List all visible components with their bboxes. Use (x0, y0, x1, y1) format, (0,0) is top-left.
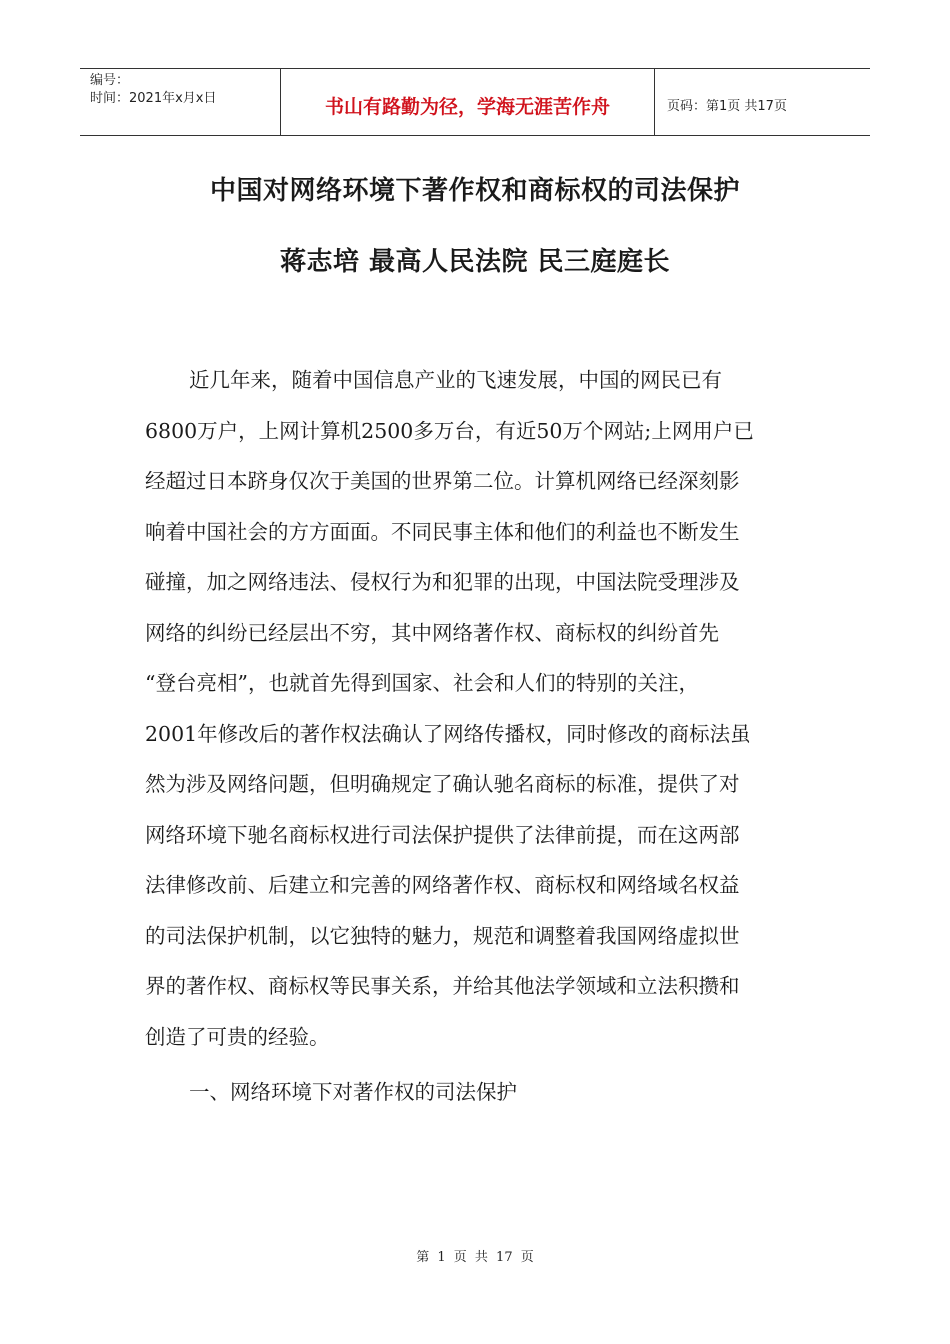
document-title: 中国对网络环境下著作权和商标权的司法保护 (209, 176, 740, 206)
paragraph-line: 创造了可贵的经验。 (145, 1024, 330, 1049)
section-heading: 一、网络环境下对著作权的司法保护 (189, 1080, 517, 1104)
paragraph-line: 近几年来，随着中国信息产业的飞速发展，中国的网民已有 (189, 368, 722, 392)
paragraph-line: 网络环境下驰名商标权进行司法保护提供了法律前提，而在这两部 (145, 822, 740, 847)
body-paragraph (145, 355, 810, 1062)
paragraph-line: 然为涉及网络问题，但明确规定了确认驰名商标的标准，提供了对 (145, 772, 740, 796)
paragraph-line: “登台亮相”，也就首先得到国家、社会和人们的特别的关注， (145, 671, 699, 695)
paragraph-line: 界的著作权、商标权等民事关系，并给其他法学领域和立法积攒和 (145, 974, 740, 998)
document-number-label: 编号： (90, 73, 130, 88)
header-meta (80, 69, 281, 135)
document-author-line: 蒋志培 最高人民法院 民三庭庭长 (279, 247, 671, 277)
paragraph-line: 网络的纠纷已经层出不穷，其中网络著作权、商标权的纠纷首先 (145, 620, 719, 645)
header-motto: 书山有路勤为径，学海无涯苦作舟 (281, 69, 655, 135)
header-page-info: 页码：第1页 共17页 (667, 98, 787, 114)
paragraph-line: 法律修改前、后建立和完善的网络著作权、商标权和网络域名权益 (145, 873, 740, 897)
document-time-label: 时间：2021年x月x日 (90, 91, 217, 106)
paragraph-line: 的司法保护机制，以它独特的魅力，规范和调整着我国网络虚拟世 (145, 923, 740, 948)
paragraph-line: 碰撞，加之网络违法、侵权行为和犯罪的出现，中国法院受理涉及 (145, 570, 740, 594)
paragraph-line: 2001年修改后的著作权法确认了网络传播权，同时修改的商标法虽 (145, 721, 751, 746)
paragraph-line: 经超过日本跻身仅次于美国的世界第二位。计算机网络已经深刻影 (145, 469, 740, 493)
page-footer: 第 1 页 共 17 页 (416, 1250, 534, 1265)
paragraph-line: 6800万户，上网计算机2500多万台，有近50万个网站;上网用户已 (145, 418, 754, 443)
paragraph-line: 响着中国社会的方方面面。不同民事主体和他们的利益也不断发生 (145, 519, 740, 544)
document-header (80, 68, 870, 136)
